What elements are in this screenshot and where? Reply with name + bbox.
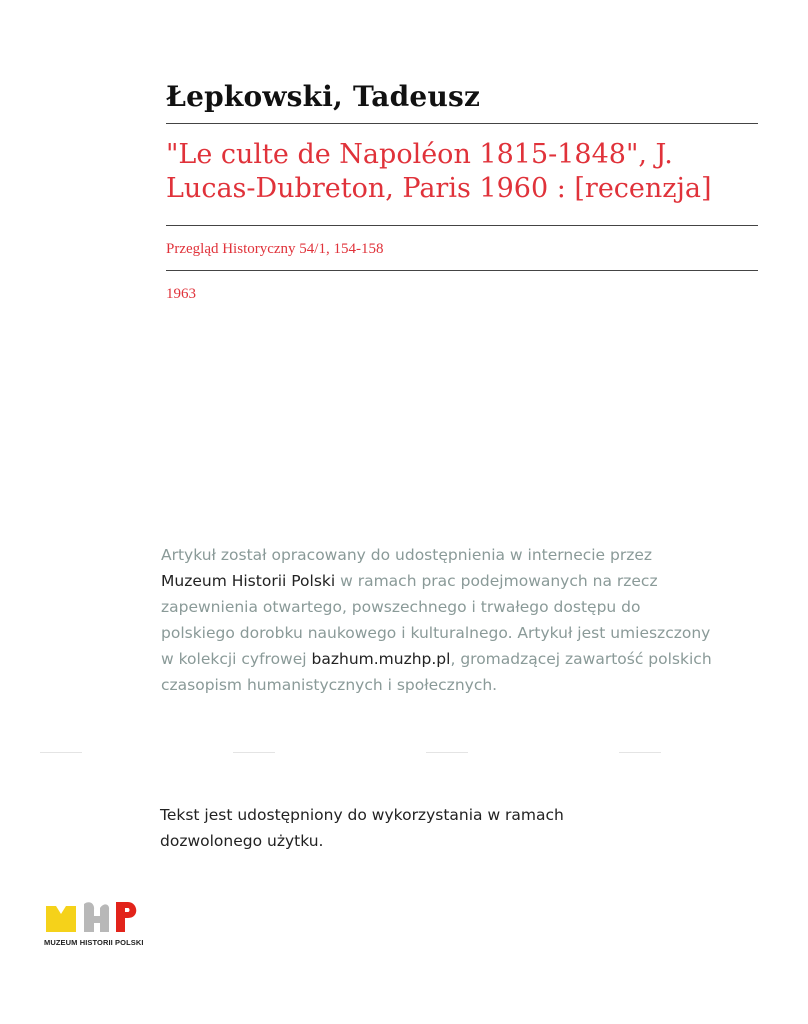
separator-dash [40, 752, 82, 753]
divider [166, 270, 758, 271]
title-line-1: "Le culte de Napoléon 1815-1848", J. [166, 139, 673, 170]
logo-p-shape [116, 902, 136, 932]
logo-h-shape [84, 902, 109, 932]
notice-line: polskiego dorobku naukowego i kulturalnego. Artykuł jest umieszczony [161, 624, 711, 642]
divider [166, 225, 758, 226]
journal-source: Przegląd Historyczny 54/1, 154-158 [166, 241, 384, 257]
collection-link[interactable]: bazhum.muzhp.pl [311, 650, 451, 668]
logo-m-crown [46, 906, 76, 932]
usage-line: Tekst jest udostępniony do wykorzystania w ramach [160, 806, 564, 824]
usage-line: dozwolonego użytku. [160, 832, 324, 850]
separator-dash [233, 752, 275, 753]
usage-notice [160, 802, 564, 854]
logo-caption: MUZEUM HISTORII POLSKI [44, 938, 144, 947]
notice-line: czasopism humanistycznych i społecznych. [161, 676, 498, 694]
notice-line: Artykuł został opracowany do udostępnienia w internecie przez [161, 546, 653, 564]
article-title [166, 138, 766, 206]
museum-name: Muzeum Historii Polski [161, 572, 336, 590]
divider [166, 123, 758, 124]
publication-year: 1963 [166, 286, 196, 302]
notice-text: , gromadzącej zawartość polskich [450, 650, 712, 668]
notice-text: w kolekcji cyfrowej [161, 650, 312, 668]
notice-line [161, 646, 761, 672]
separator-dash [619, 752, 661, 753]
author-name: Łepkowski, Tadeusz [166, 80, 481, 113]
notice-line [161, 568, 761, 594]
title-line-2: Lucas-Dubreton, Paris 1960 : [recenzja] [166, 173, 712, 204]
museum-logo [44, 896, 164, 936]
notice-line: zapewnienia otwartego, powszechnego i trwałego dostępu do [161, 598, 641, 616]
separator-dash [426, 752, 468, 753]
availability-notice [161, 542, 761, 698]
notice-text: w ramach prac podejmowanych na rzecz [335, 572, 658, 590]
